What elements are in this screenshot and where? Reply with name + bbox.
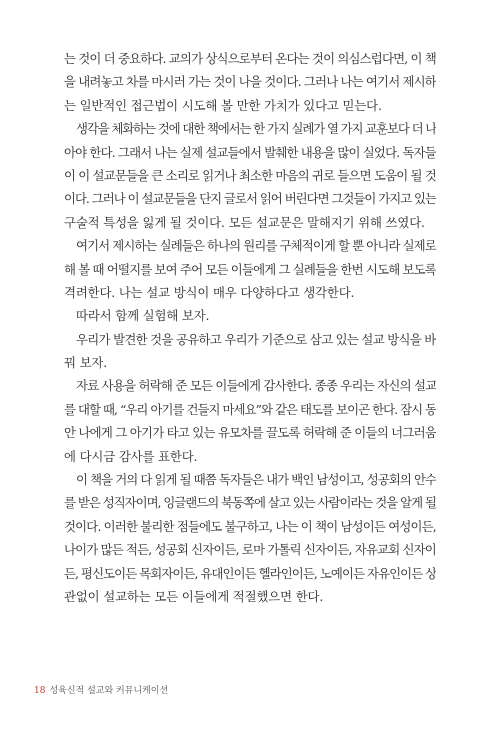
text-line: 자료 사용을 허락해 준 모든 이들에게 감사한다. 종종 우리는 자신의 설교 [76,378,436,394]
text-line: 따라서 함께 실험해 보자. [76,308,210,324]
page-footer [34,683,168,696]
text-line: 꿔 보자. [64,355,108,371]
text-line: 를 받은 성직자이며, 잉글랜드의 북동쪽에 살고 있는 사람이라는 것을 알게 될 [64,495,436,511]
body-text [64,47,436,608]
text-line: 는 일반적인 접근법이 시도해 볼 만한 가치가 있다고 믿는다. [64,97,382,113]
text-line: 안 나에게 그 아기가 타고 있는 유모차를 끌도록 허락해 준 이들의 너그러움 [64,425,436,441]
text-line: 든, 평신도이든 목회자이든, 유대인이든 헬라인이든, 노예이든 자유인이든 상 [64,565,436,581]
text-line: 우리가 발견한 것을 공유하고 우리가 기준으로 삼고 있는 설교 방식을 바 [76,331,436,347]
text-line: 에 다시금 감사를 표한다. [64,448,198,464]
text-line: 이다. 그러나 이 설교문들을 단지 글로서 읽어 버린다면 그것들이 가지고 있는 [64,191,436,207]
page-number: 18 [34,686,46,696]
text-line: 생각을 체화하는 것에 대한 책에서는 한 가지 실례가 열 가지 교훈보다 더 나 [76,121,436,137]
text-line: 구술적 특성을 잃게 될 것이다. 모든 설교문은 말해지기 위해 쓰였다. [64,214,425,230]
text-line: 아야 한다. 그래서 나는 실제 설교들에서 발췌한 내용을 많이 실었다. 독자들 [64,144,436,160]
text-line: 여기서 제시하는 실례들은 하나의 원리를 구체적이게 할 뿐 아니라 실제로 [76,238,436,254]
text-line: 해 볼 때 어떨지를 보여 주어 모든 이들에게 그 실례들을 한번 시도해 보도록 [64,261,436,277]
text-line: 을 내려놓고 차를 마시러 가는 것이 나을 것이다. 그러나 나는 여기서 제시하 [64,74,436,90]
text-line: 이 책을 거의 다 읽게 될 때쯤 독자들은 내가 백인 남성이고, 성공회의 안수 [76,472,436,488]
text-line: 이 이 설교문들을 큰 소리로 읽거나 최소한 마음의 귀로 들으면 도움이 될 것 [64,167,436,183]
text-line: 나이가 많든 적든, 성공회 신자이든, 로마 가톨릭 신자이든, 자유교회 신자이 [64,542,436,558]
text-line: 는 것이 더 중요하다. 교의가 상식으로부터 온다는 것이 의심스럽다면, 이 책 [64,51,436,66]
text-line: 관없이 설교하는 모든 이들에게 적절했으면 한다. [64,588,324,604]
text-line: 것이다. 이러한 불리한 점들에도 불구하고, 나는 이 책이 남성이든 여성이든, [64,518,436,534]
text-line: 를 대할 때, “우리 아기를 건들지 마세요”와 같은 태도를 보이곤 한다. 잠시 동 [64,401,436,417]
running-title: 성육신적 설교와 커뮤니케이션 [49,686,169,696]
text-line: 격려한다. 나는 설교 방식이 매우 다양하다고 생각한다. [64,284,355,300]
